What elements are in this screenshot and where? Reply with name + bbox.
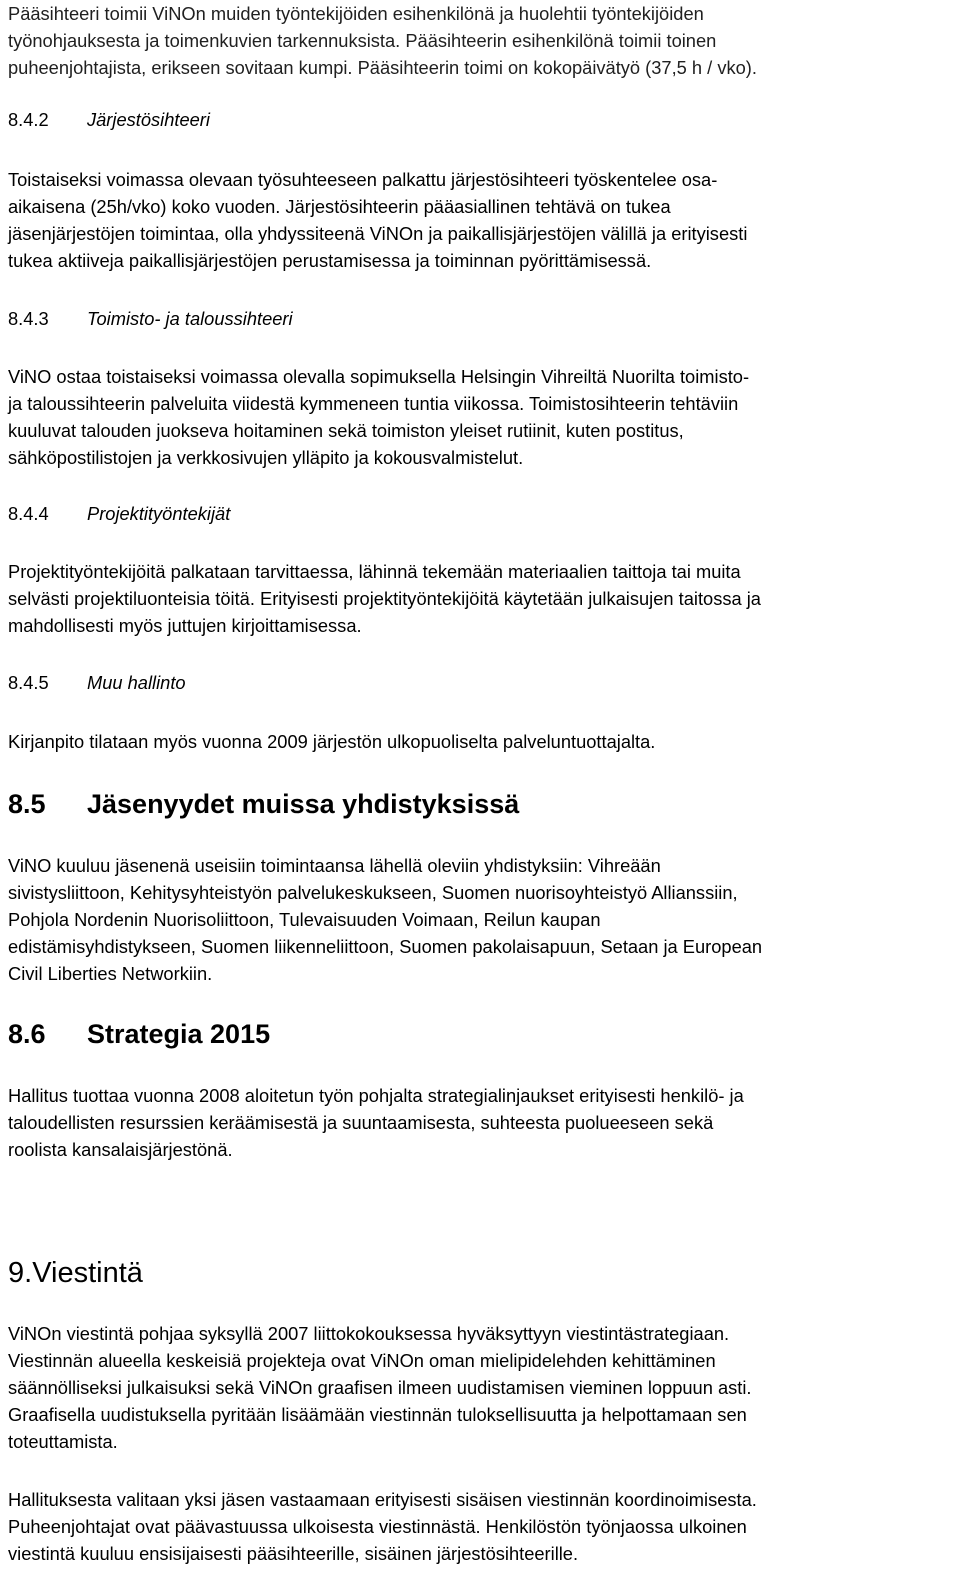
intro-paragraph xyxy=(8,0,757,81)
section-9-paragraph-2 xyxy=(8,1486,757,1567)
text-line: edistämisyhdistykseen, Suomen liikenneliittoon, Suomen pakolaisapuun, Setaan ja European xyxy=(8,936,763,957)
section-title: Projektityöntekijät xyxy=(87,503,231,524)
text-line: Pohjola Nordenin Nuorisoliittoon, Tulevaisuuden Voimaan, Reilun kaupan xyxy=(8,909,601,930)
section-number: 8.4.2 xyxy=(8,109,49,130)
text-line: ViNO kuuluu jäsenenä useisiin toimintaansa lähellä oleviin yhdistyksiin: Vihreään xyxy=(8,855,661,876)
text-line: Viestinnän alueella keskeisiä projekteja ovat ViNOn oman mielipidelehden kehittäminen xyxy=(8,1350,716,1371)
text-line: ViNO ostaa toistaiseksi voimassa olevalla sopimuksella Helsingin Vihreiltä Nuorilta toimisto- xyxy=(8,366,750,387)
section-number: 8.4.4 xyxy=(8,503,49,524)
section-8-4-2-paragraph xyxy=(8,166,747,274)
section-title: Strategia 2015 xyxy=(87,1019,271,1049)
text-line: Graafisella uudistuksella pyritään lisäämään viestinnän tuloksellisuutta ja helpottamaan sen xyxy=(8,1404,747,1425)
section-9-paragraph-1 xyxy=(8,1320,752,1455)
text-line: mahdollisesti myös juttujen kirjoittamisessa. xyxy=(8,615,362,636)
section-title: Viestintä xyxy=(32,1257,143,1289)
text-line: työnohjauksesta ja toimenkuvien tarkennuksista. Pääsihteerin esihenkilönä toimii toinen xyxy=(8,30,717,51)
section-heading-8-4-4 xyxy=(8,502,230,526)
text-line: Puheenjohtajat ovat päävastuussa ulkoisesta viestinnästä. Henkilöstön työnjaossa ulkoinen xyxy=(8,1516,747,1537)
section-number: 9. xyxy=(8,1257,33,1289)
text-line: Hallitus tuottaa vuonna 2008 aloitetun työn pohjalta strategialinjaukset erityisesti henkilö- ja xyxy=(8,1085,744,1106)
section-heading-8-4-2 xyxy=(8,108,210,132)
text-line: taloudellisten resurssien keräämisestä ja suuntaamisesta, suhteesta puolueeseen sekä xyxy=(8,1112,714,1133)
section-8-6-paragraph xyxy=(8,1082,744,1163)
text-line: ja taloussihteerin palveluita viidestä kymmeneen tuntia viikossa. Toimistosihteerin tehtäviin xyxy=(8,393,739,414)
text-line: säännölliseksi julkaisuksi sekä ViNOn graafisen ilmeen uudistamisen vieminen loppuun asti. xyxy=(8,1377,752,1398)
section-heading-8-4-5 xyxy=(8,671,186,695)
section-8-4-5-paragraph xyxy=(8,728,655,755)
section-8-5-paragraph xyxy=(8,852,762,987)
section-title: Jäsenyydet muissa yhdistyksissä xyxy=(87,789,520,819)
text-line: viestintä kuuluu ensisijaisesti pääsihteerille, sisäinen järjestösihteerille. xyxy=(8,1543,579,1564)
section-8-4-3-paragraph xyxy=(8,363,749,471)
section-title: Muu hallinto xyxy=(87,672,186,693)
text-line: ViNOn viestintä pohjaa syksyllä 2007 liittokokouksessa hyväksyttyyn viestintästrategiaan. xyxy=(8,1323,730,1344)
text-line: tukea aktiiveja paikallisjärjestöjen perustamisessa ja toiminnan pyörittämisessä. xyxy=(8,250,652,271)
section-heading-8-4-3 xyxy=(8,307,293,331)
section-number: 8.4.3 xyxy=(8,308,49,329)
text-line: Pääsihteeri toimii ViNOn muiden työntekijöiden esihenkilönä ja huolehtii työntekijöiden xyxy=(8,3,704,24)
text-line: jäsenjärjestöjen toimintaa, olla yhdyssiteenä ViNOn ja paikallisjärjestöjen välillä ja erityisesti xyxy=(8,223,748,244)
text-line: roolista kansalaisjärjestönä. xyxy=(8,1139,233,1160)
text-line: selvästi projektiluonteisia töitä. Erityisesti projektityöntekijöitä käytetään julkaisujen taitossa ja xyxy=(8,588,761,609)
text-line: sähköpostilistojen ja verkkosivujen ylläpito ja kokousvalmistelut. xyxy=(8,447,524,468)
text-line: aikaisena (25h/vko) koko vuoden. Järjestösihteerin pääasiallinen tehtävä on tukea xyxy=(8,196,671,217)
section-heading-8-6 xyxy=(8,1018,270,1050)
section-number: 8.6 xyxy=(8,1019,46,1049)
text-line: toteuttamista. xyxy=(8,1431,118,1452)
text-line: Toistaiseksi voimassa olevaan työsuhteeseen palkattu järjestösihteeri työskentelee osa- xyxy=(8,169,718,190)
text-line: Civil Liberties Networkiin. xyxy=(8,963,213,984)
text-line: Projektityöntekijöitä palkataan tarvittaessa, lähinnä tekemään materiaalien taittoja tai muita xyxy=(8,561,741,582)
section-title: Järjestösihteeri xyxy=(87,109,210,130)
section-heading-9 xyxy=(8,1256,143,1290)
section-heading-8-5 xyxy=(8,788,519,820)
section-number: 8.4.5 xyxy=(8,672,49,693)
text-line: sivistysliittoon, Kehitysyhteistyön palvelukeskukseen, Suomen nuorisoyhteistyö Allianssiin, xyxy=(8,882,738,903)
text-line: Kirjanpito tilataan myös vuonna 2009 järjestön ulkopuoliselta palveluntuottajalta. xyxy=(8,731,656,752)
text-line: kuuluvat talouden juokseva hoitaminen sekä toimiston yleiset rutiinit, kuten postitus, xyxy=(8,420,684,441)
section-number: 8.5 xyxy=(8,789,46,819)
text-line: puheenjohtajista, erikseen sovitaan kumpi. Pääsihteerin toimi on kokopäivätyö (37,5 h / vko). xyxy=(8,57,757,78)
section-8-4-4-paragraph xyxy=(8,558,761,639)
section-title: Toimisto- ja taloussihteeri xyxy=(87,308,293,329)
text-line: Hallituksesta valitaan yksi jäsen vastaamaan erityisesti sisäisen viestinnän koordinoimisesta. xyxy=(8,1489,757,1510)
